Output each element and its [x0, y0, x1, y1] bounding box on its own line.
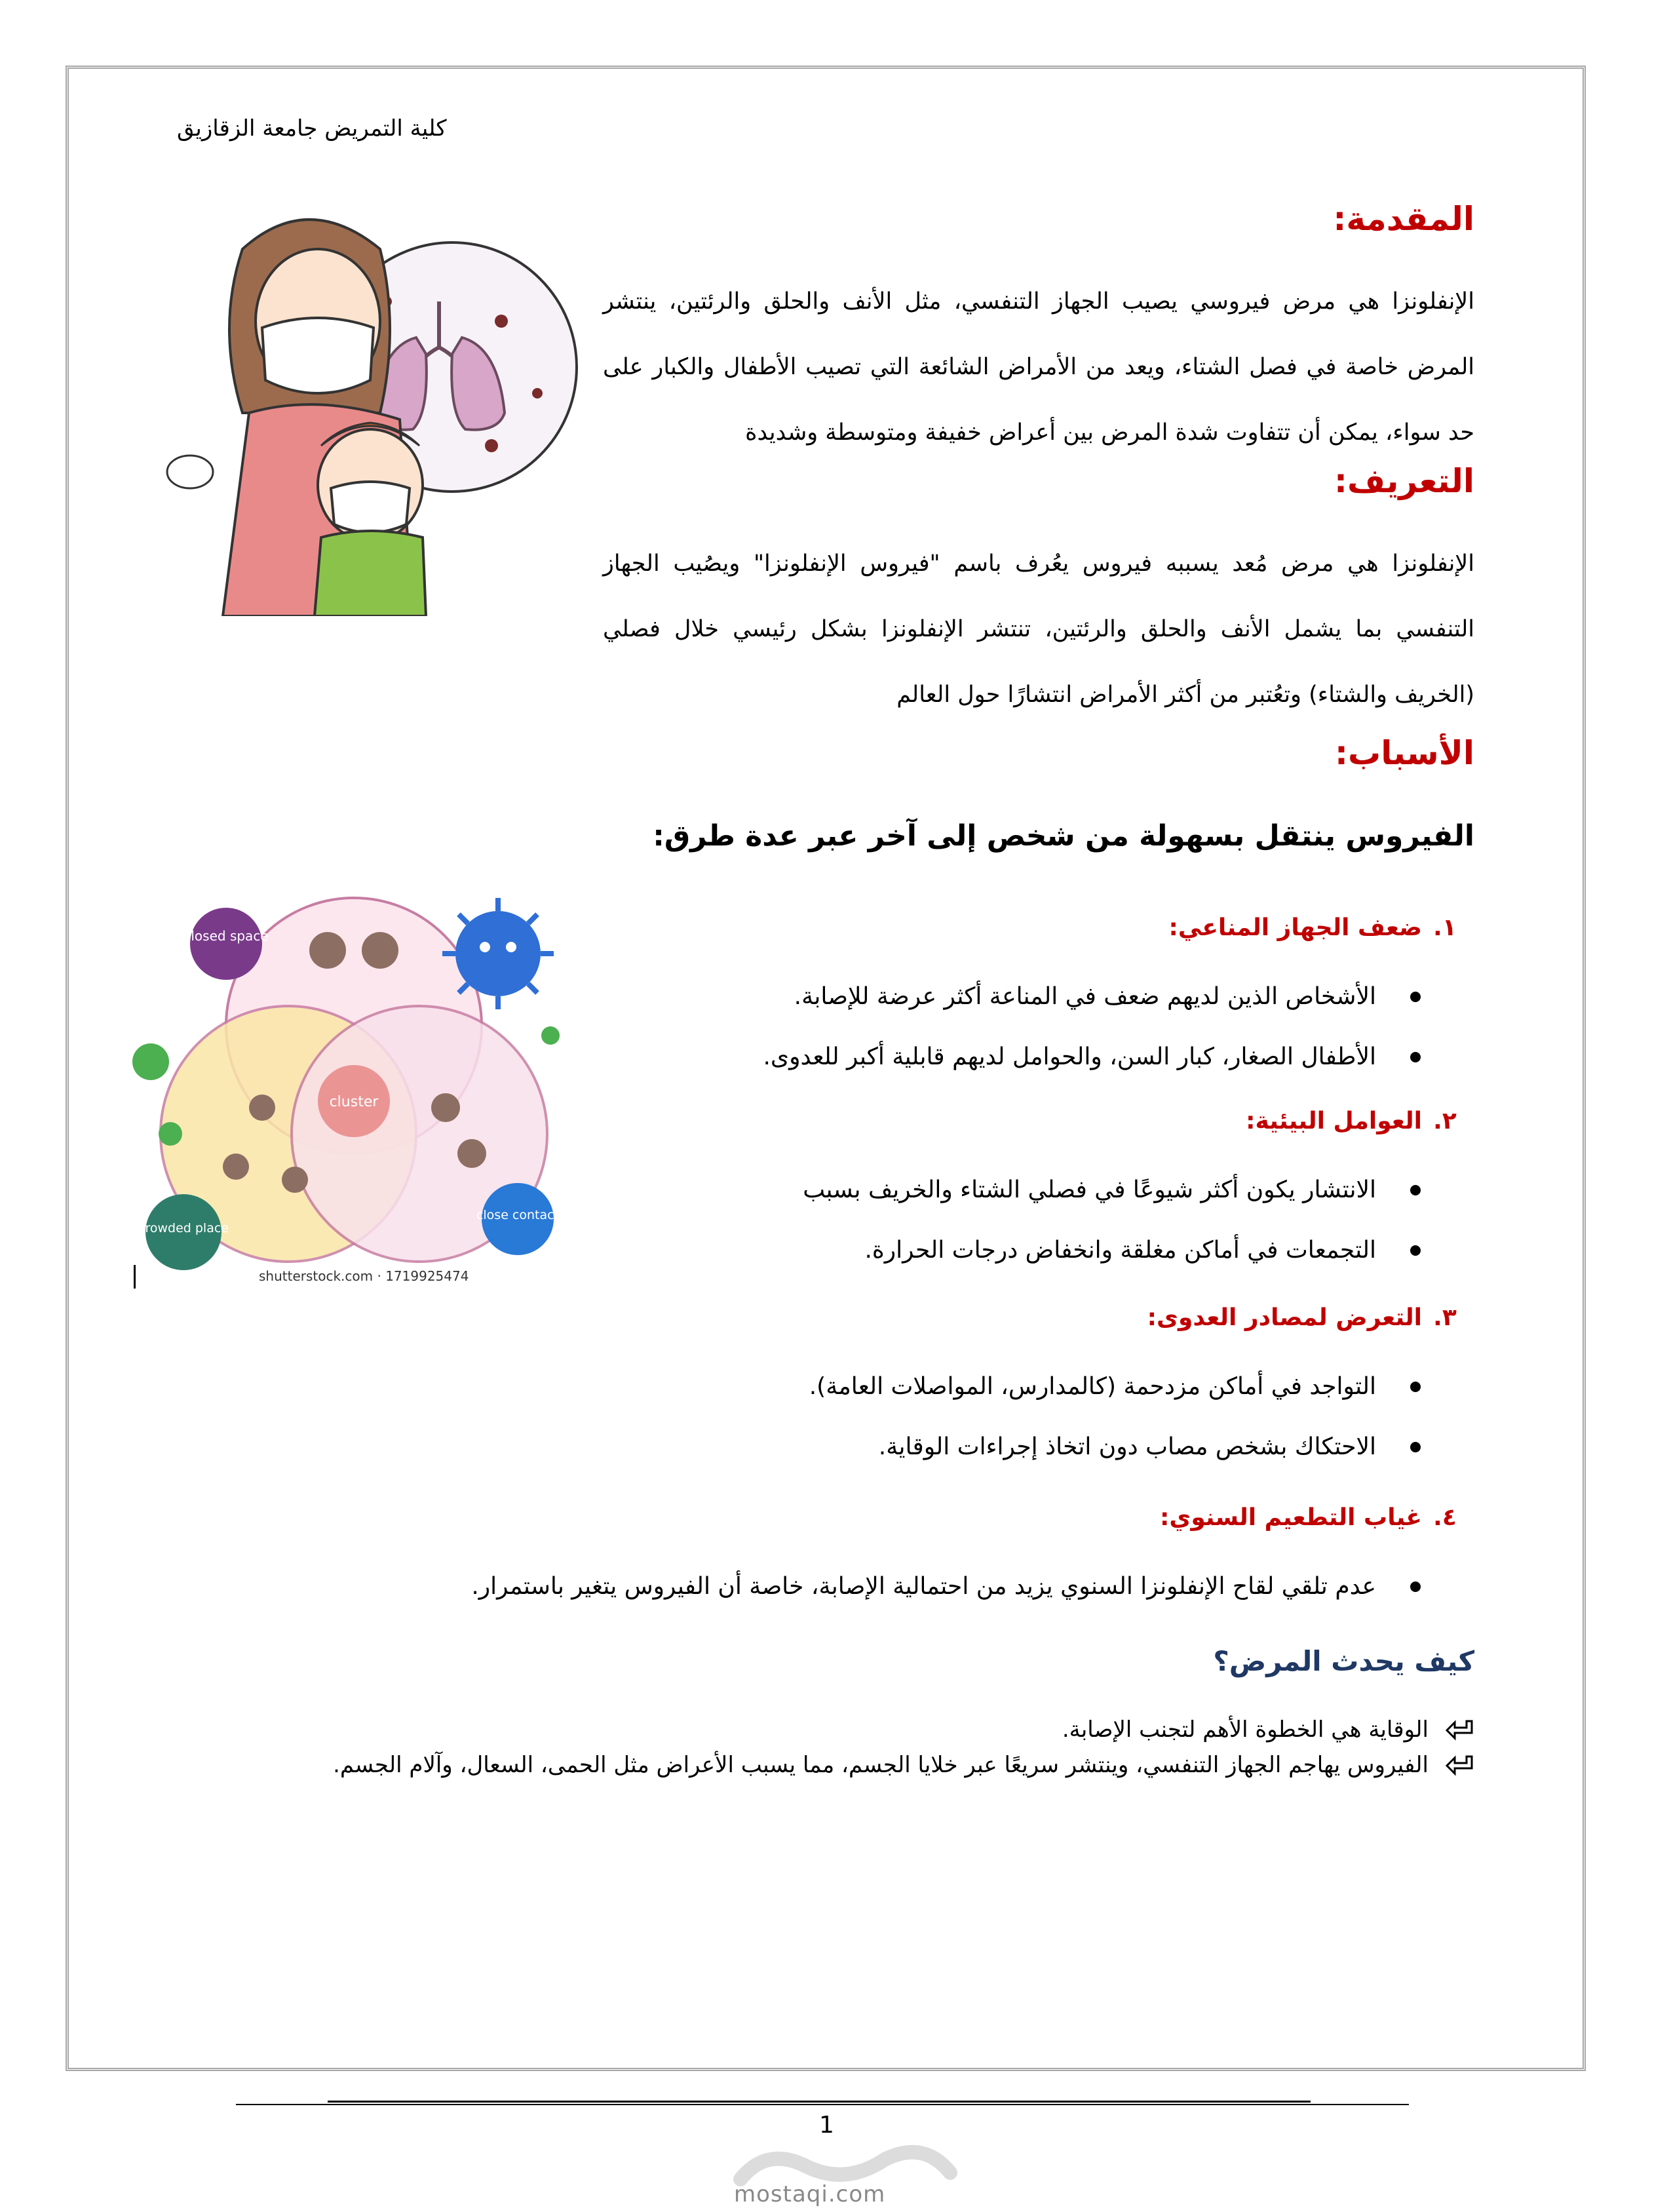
watermark-text: mostaqi.com: [734, 2181, 886, 2207]
list-item: التواجد في أماكن مزدحمة (كالمدارس، المواصلات العامة).: [809, 1357, 1474, 1417]
transmission-venn-illustration: [131, 891, 570, 1291]
list-item: عدم تلقي لقاح الإنفلونزا السنوي يزيد من احتمالية الإصابة، خاصة أن الفيروس يتغير باستمرار.: [471, 1557, 1474, 1617]
definition-paragraph: الإنفلونزا هي مرض مُعد يسببه فيروس يعُرف باسم "فيروس الإنفلونزا" ويصُيب الجهاز التنفسي بما يشمل الأنف والحلق والرئتين، تنتشر الإنفلونزا بشكل رئيسي خلال فصلي (الخريف والشتاء) وتعُتبر من أكثر الأمراض انتشارًا حول العالم: [603, 551, 1474, 708]
page-number: 1: [819, 2112, 834, 2139]
image-caption: shutterstock.com · 1719925474: [259, 1268, 469, 1284]
how-list: [333, 1712, 1474, 1783]
how-heading: كيف يحدث المرض؟: [1213, 1645, 1474, 1677]
list-item: التجمعات في أماكن مغلقة وانخفاض درجات الحرارة.: [803, 1220, 1474, 1281]
cause-1-heading: ١.ضعف الجهاز المناعي:: [1168, 914, 1457, 941]
list-item: الأطفال الصغار، كبار السن، والحوامل لديهم قابلية أكبر للعدوى.: [763, 1027, 1474, 1087]
arrow-bullet-icon: [1446, 1716, 1474, 1742]
crowded-place-label: crowded place: [138, 1221, 229, 1235]
causes-subheading: الفيروس ينتقل بسهولة من شخص إلى آخر عبر عدة طرق:: [653, 819, 1474, 853]
cause-4-heading: ٤.غياب التطعيم السنوي:: [1159, 1504, 1457, 1531]
intro-heading: المقدمة:: [1333, 200, 1474, 238]
list-item: الانتشار يكون أكثر شيوعًا في فصلي الشتاء والخريف بسبب: [803, 1160, 1474, 1220]
footer-rule-thick: [328, 2101, 1311, 2103]
definition-heading: التعريف:: [1334, 462, 1474, 500]
cause-3-list: [809, 1357, 1474, 1477]
virus-icon: [442, 898, 554, 1009]
cause-4-list: [471, 1557, 1474, 1617]
footer-rule: [236, 2104, 1409, 2105]
arrow-bullet-icon: [1446, 1751, 1474, 1777]
list-item: الأشخاص الذين لديهم ضعف في المناعة أكثر عرضة للإصابة.: [763, 967, 1474, 1027]
list-item: الوقاية هي الخطوة الأهم لتجنب الإصابة.: [333, 1712, 1474, 1747]
list-item: الاحتكاك بشخص مصاب دون اتخاذ إجراءات الوقاية.: [809, 1417, 1474, 1477]
close-contact-label: close contact: [476, 1208, 560, 1222]
closed-space-label: closed space: [183, 928, 269, 944]
cluster-label: cluster: [329, 1094, 379, 1110]
text-cursor: [134, 1265, 136, 1289]
cause-2-list: [803, 1160, 1474, 1281]
list-item: الفيروس يهاجم الجهاز التنفسي، وينتشر سريعًا عبر خلايا الجسم، مما يسبب الأعراض مثل الحمى، السعال، وآلام الجسم.: [333, 1747, 1474, 1783]
cause-2-heading: ٢.العوامل البيئية:: [1246, 1108, 1457, 1135]
causes-heading: الأسباب:: [1335, 734, 1474, 772]
flu-mother-child-illustration: [164, 197, 583, 616]
header-institution: كلية التمريض جامعة الزقازيق: [177, 115, 447, 142]
cause-3-heading: ٣.التعرض لمصادر العدوى:: [1147, 1304, 1457, 1331]
cause-1-list: [763, 967, 1474, 1087]
intro-paragraph: الإنفلونزا هي مرض فيروسي يصيب الجهاز التنفسي، مثل الأنف والحلق والرئتين، ينتشر المرض خاصة في فصل الشتاء، ويعد من الأمراض الشائعة التي تصيب الأطفال والكبار على حد سواء، يمكن أن تتفاوت شدة المرض بين أعراض خفيفة ومتوسطة وشديدة: [603, 288, 1474, 446]
